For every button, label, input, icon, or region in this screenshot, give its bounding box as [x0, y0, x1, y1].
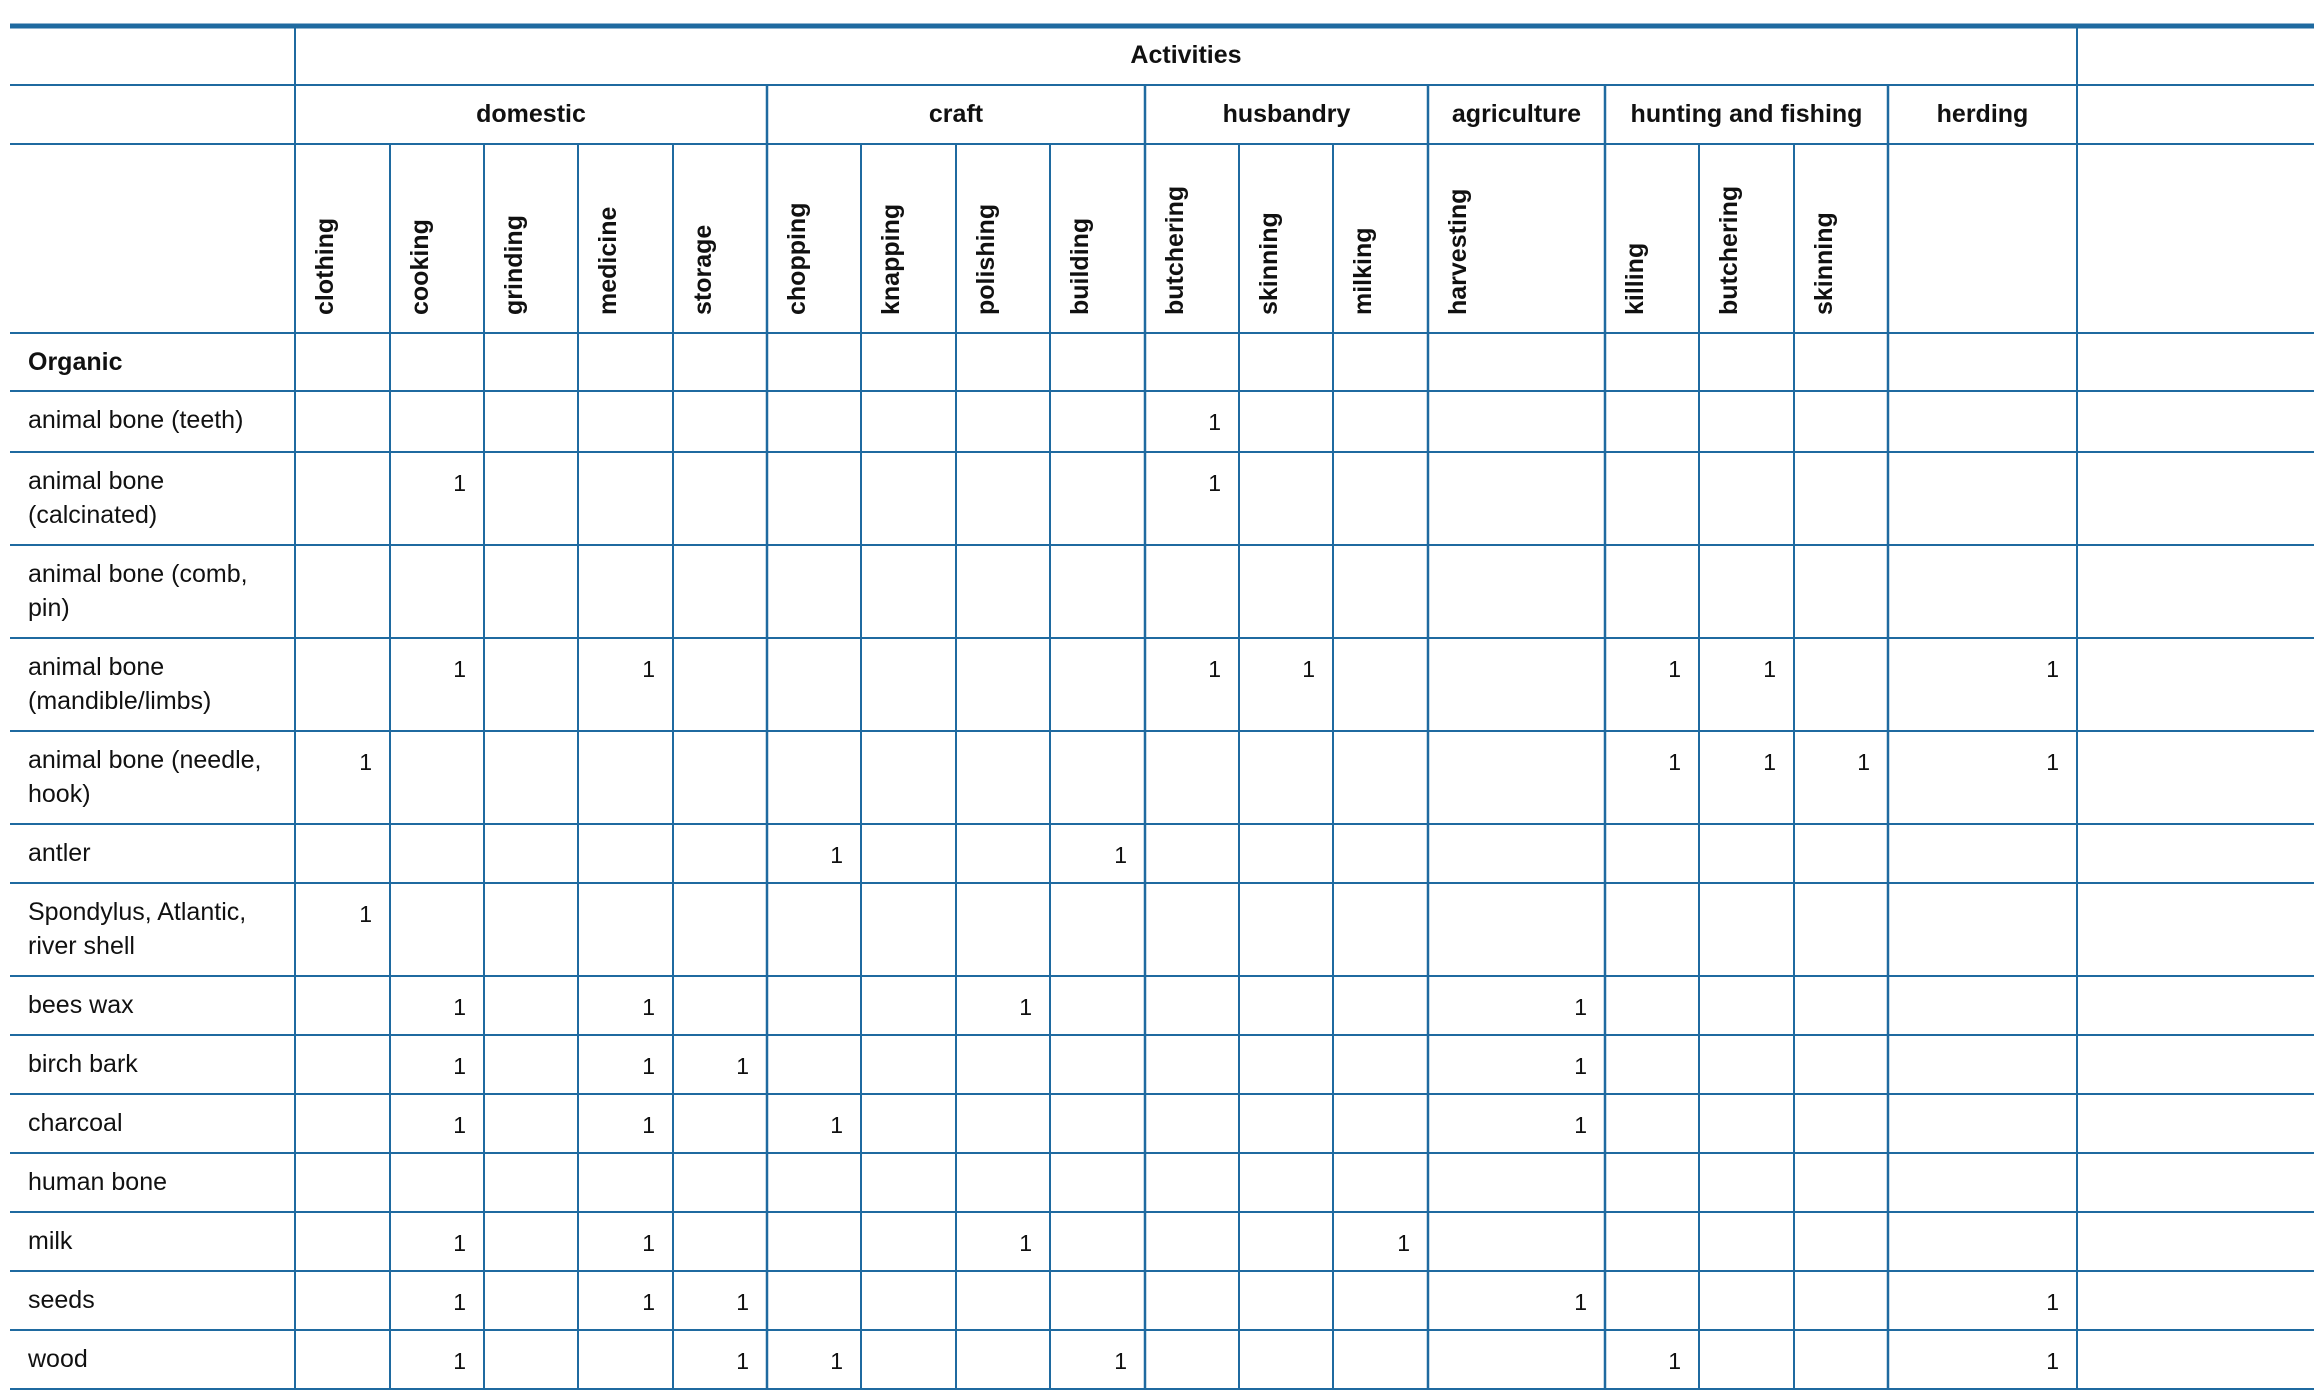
row-label: wood: [28, 1345, 88, 1373]
column-header: skinning: [1810, 212, 1838, 315]
column-header: chopping: [783, 202, 811, 315]
table-cell-value: 1: [1208, 409, 1221, 435]
table-cell-value: 1: [1574, 1053, 1587, 1079]
row-label: animal bone (calcinated): [28, 467, 165, 529]
table-cell-value: 1: [642, 1112, 655, 1138]
row-label: animal bone (needle, hook): [28, 746, 262, 808]
table-cell-value: 1: [359, 749, 372, 775]
table-cell-value: 1: [1857, 749, 1870, 775]
table-cell-value: 1: [1208, 470, 1221, 496]
table-cell-value: 1: [1114, 842, 1127, 868]
table-cell-value: 1: [1114, 1348, 1127, 1374]
column-header: storage: [689, 224, 717, 315]
table-cell-value: 1: [453, 656, 466, 682]
table-cell-value: 1: [1208, 656, 1221, 682]
group-header: domestic: [476, 100, 586, 128]
column-header: grinding: [500, 215, 528, 315]
table-cell-value: 1: [453, 1289, 466, 1315]
group-header: husbandry: [1222, 100, 1351, 128]
column-header: medicine: [594, 206, 622, 315]
table-cell-value: 1: [830, 842, 843, 868]
group-header: agriculture: [1451, 100, 1582, 128]
table-cell-value: 1: [642, 1230, 655, 1256]
row-label: animal bone (teeth): [28, 406, 244, 434]
column-header: cooking: [406, 219, 434, 315]
table-cell-value: 1: [1019, 994, 1032, 1020]
column-header: skinning: [1255, 212, 1283, 315]
table-cell-value: 1: [642, 994, 655, 1020]
table-cell-value: 1: [2046, 656, 2059, 682]
table-cell-value: 1: [453, 470, 466, 496]
table-cell-value: 1: [1668, 1348, 1681, 1374]
column-header: butchering: [1715, 185, 1743, 315]
table-cell-value: 1: [1668, 749, 1681, 775]
table-cell-value: 1: [830, 1112, 843, 1138]
row-label: seeds: [28, 1286, 95, 1314]
row-label: birch bark: [28, 1050, 138, 1078]
group-header: craft: [928, 100, 984, 128]
table-cell-value: 1: [2046, 1348, 2059, 1374]
table-cell-value: 1: [1574, 1112, 1587, 1138]
row-label: animal bone (comb, pin): [28, 560, 248, 622]
column-header: building: [1066, 217, 1094, 315]
column-header: polishing: [972, 203, 1000, 315]
row-label: antler: [28, 839, 91, 867]
table-cell-value: 1: [453, 1053, 466, 1079]
column-header: butchering: [1161, 185, 1189, 315]
table-cell-value: 1: [830, 1348, 843, 1374]
table-cell-value: 1: [1574, 1289, 1587, 1315]
group-header: hunting and fishing: [1630, 100, 1863, 128]
table-cell-value: 1: [453, 1112, 466, 1138]
row-label: bees wax: [28, 991, 134, 1019]
column-header: knapping: [877, 203, 905, 315]
column-header: clothing: [311, 217, 339, 315]
table-cell-value: 1: [1763, 656, 1776, 682]
table-cell-value: 1: [1397, 1230, 1410, 1256]
column-header: killing: [1621, 242, 1649, 315]
table-cell-value: 1: [359, 901, 372, 927]
table-cell-value: 1: [736, 1348, 749, 1374]
table-cell-value: 1: [1574, 994, 1587, 1020]
row-label: animal bone (mandible/limbs): [28, 653, 212, 715]
table-cell-value: 1: [736, 1289, 749, 1315]
activities-header: Activities: [1130, 41, 1242, 69]
table-cell-value: 1: [453, 1348, 466, 1374]
table-cell-value: 1: [642, 1053, 655, 1079]
row-label: Spondylus, Atlantic, river shell: [28, 898, 247, 960]
group-header: herding: [1936, 100, 2029, 128]
table-cell-value: 1: [736, 1053, 749, 1079]
table-cell-value: 1: [1668, 656, 1681, 682]
section-label: Organic: [28, 348, 123, 376]
column-header: harvesting: [1444, 188, 1472, 315]
table-cell-value: 1: [1302, 656, 1315, 682]
column-header: milking: [1349, 227, 1377, 315]
row-label: milk: [28, 1227, 73, 1255]
table-cell-value: 1: [642, 656, 655, 682]
table-cell-value: 1: [2046, 1289, 2059, 1315]
table-cell-value: 1: [1763, 749, 1776, 775]
table-cell-value: 1: [453, 1230, 466, 1256]
table-cell-value: 1: [642, 1289, 655, 1315]
table-cell-value: 1: [453, 994, 466, 1020]
table-cell-value: 1: [1019, 1230, 1032, 1256]
row-label: human bone: [28, 1168, 168, 1196]
row-label: charcoal: [28, 1109, 123, 1137]
table-cell-value: 1: [2046, 749, 2059, 775]
